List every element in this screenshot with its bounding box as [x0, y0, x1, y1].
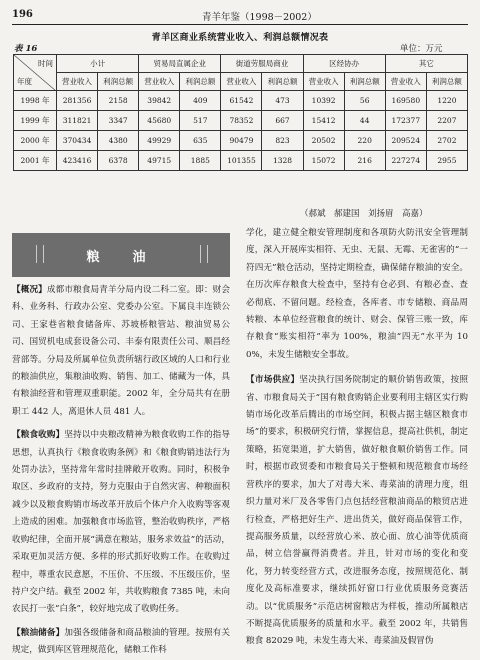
value-cell: 78352 [221, 111, 262, 131]
value-cell: 1220 [426, 91, 467, 111]
revenue-profit-table [13, 54, 468, 171]
group-header: 贸易局直属企业 [139, 55, 221, 73]
value-cell: 517 [180, 111, 221, 131]
overview-tag: 【概况】 [12, 285, 47, 295]
grain-purchase-text: 坚持以中央粮改精神为粮食收购工作的指导思想，认真执行《粮食收购条例》和《粮食购销违法行为处罚办法》，坚持常年常时挂牌敞开收购。同时，积极争取区、乡政府的支持，努力克服由于自然灾害、种粮面积减少以及粮食购销市场改革开放后个体户介入收购等客观上造成的困难。加强粮食市场监管，整治收购秩序，严格收购纪律，全面开展“满意在粮站，服务求效益”的活动，采取更加灵活方便、多样的形式抓好收购工作。在收购过程中，尊重农民意愿，不压价、不压级、不压级压价，坚持户交户结。截至 2002 年，共收购粮食 7385 吨，未向农民打一张“白条”，较好地完成了收购任务。 [12, 430, 230, 615]
value-cell: 409 [180, 91, 221, 111]
value-cell: 101355 [221, 151, 262, 171]
grain-storage-tag: 【粮油储备】 [12, 627, 65, 638]
value-cell: 3347 [98, 111, 139, 131]
value-cell: 311821 [57, 111, 98, 131]
overview-text: 成都市粮食局青羊分局内设二科二室。即：财会科、业务科、行政办公室、党委办公室。下属良丰连锁公司、王家巷省粮食储备库、苏坡桥粮管站、粮油贸易公司、国贸机电成套设备公司、丰泰有限责任公司、顺昌经营部等。分局及所属单位负责所辖行政区域的人口和行业的粮油供应，集粮油收购、销售、加工、储藏为一体，具有粮油经营和管理双重职能。2002 年，全分局共有在册职工 442 人，离退休人员 481 人。 [12, 285, 230, 417]
grain-purchase-tag: 【粮食收购】 [12, 430, 65, 441]
value-cell: 2207 [426, 111, 467, 131]
subheader-revenue: 营业收入 [385, 73, 426, 91]
value-cell: 370434 [57, 131, 98, 151]
subheader-profit: 利润总额 [180, 73, 221, 91]
value-cell: 220 [344, 131, 385, 151]
value-cell: 39842 [139, 91, 180, 111]
value-cell: 49715 [139, 151, 180, 171]
value-cell: 172377 [385, 111, 426, 131]
value-cell: 61542 [221, 91, 262, 111]
paragraph-grain-storage [12, 625, 230, 660]
value-cell: 90479 [221, 131, 262, 151]
value-cell: 209524 [385, 131, 426, 151]
value-cell: 2702 [426, 131, 467, 151]
table-title: 青羊区商业系统营业收入、利润总额情况表 [151, 33, 329, 43]
paragraph-storage-continued: 学化，建立健全粮安管理制度和各项防火防汛安全管理制度，深入开展库实相符、无虫、无鼠、无霉、无雀害的“一符四无”粮仓活动，坚持定期检查，确保储存粮油的安全。在历次库存粮食大检查中，坚持有仓必到、有粮必查、查必彻底、不留问题。经检查，各库者、市专储粮、商品周转粮、本单位经营粮食的统计、财会、保管三账一致，库存粮食“账实相符”率为 100%，粮油“四无”水平为 100%，未发生储粮安全事故。 [246, 228, 468, 360]
section-title: 粮 油 [86, 250, 156, 265]
value-cell: 823 [262, 131, 303, 151]
corner-top-label: 时间 [38, 59, 53, 68]
page-number: 196 [12, 9, 33, 20]
value-cell: 15412 [303, 111, 344, 131]
value-cell: 45680 [139, 111, 180, 131]
value-cell: 1328 [262, 151, 303, 171]
value-cell: 20502 [303, 131, 344, 151]
year-cell: 2001 年 [14, 151, 57, 171]
page-header [12, 8, 468, 25]
corner-bottom-label: 年度 [17, 77, 32, 86]
value-cell: 227274 [385, 151, 426, 171]
subheader-revenue: 营业收入 [57, 73, 98, 91]
value-cell: 667 [262, 111, 303, 131]
value-cell: 169580 [385, 91, 426, 111]
value-cell: 1885 [180, 151, 221, 171]
subheader-profit: 利润总额 [262, 73, 303, 91]
table-row [14, 111, 468, 131]
paragraph-grain-purchase [12, 427, 230, 618]
table-row [14, 151, 468, 171]
year-cell: 1999 年 [14, 111, 57, 131]
value-cell: 473 [262, 91, 303, 111]
year-cell: 1998 年 [14, 91, 57, 111]
year-cell: 2000 年 [14, 131, 57, 151]
value-cell: 44 [344, 111, 385, 131]
subheader-revenue: 营业收入 [221, 73, 262, 91]
subheader-revenue: 营业收入 [303, 73, 344, 91]
value-cell: 2158 [98, 91, 139, 111]
value-cell: 2955 [426, 151, 467, 171]
value-cell: 49929 [139, 131, 180, 151]
value-cell: 4380 [98, 131, 139, 151]
value-cell: 635 [180, 131, 221, 151]
market-supply-tag: 【市场供应】 [246, 375, 300, 386]
table-number: 表 16 [14, 44, 38, 54]
group-header: 小计 [57, 55, 139, 73]
group-header: 街道劳服局商业 [221, 55, 303, 73]
table-row [14, 131, 468, 151]
editor-credit: （郝斌 郝建国 刘扬眉 高嘉） [300, 209, 428, 219]
table-row [14, 91, 468, 111]
section-banner [12, 233, 230, 277]
subheader-profit: 利润总额 [426, 73, 467, 91]
value-cell: 56 [344, 91, 385, 111]
grain-storage-text: 加强各级储备和商品粮油的管理。按照有关规定，做到库区管理规范化，储粮工作科 [12, 627, 230, 656]
left-column [12, 282, 230, 660]
market-supply-text: 坚决执行国务院制定的顺价销售政策，按照省、市粮食局关于“国有粮食购销企业要利用主辖区实行购销市场化改革后腾出的市场空间，积极占据主辖区粮食市场”的要求，积极研究行情，掌握信息，提高社供机，制定策略，拓宽渠道，扩大销售，做好粮食顺价销售工作。同时，根据市政贸委和市粮食局关于整顿和规范粮食市场经营秩序的要求，加大了对毒大米、毒菜油的清理力度，组织力量对米厂及各零售门点包括经营粮油商品的粮贸店进行检查，严格把好生产、进出货关，做好商品保管工作，提高服务质量，以经营放心米、放心面、放心油等优质商品，树立信誉赢得消费者。并且，针对市场的变化和变化，努力转变经营方式，改进服务态度，按照规范化、制度化及高标准要求，继续抓好窗口行业优质服务竞赛活动。以“优质服务”示范店树窗粮店为样板，推动所属粮店不断提高优质服务的质量和水平。截至 2002 年，共销售粮食 82029 吨，未发生毒大米、毒菜油及假冒伪 [246, 375, 468, 647]
paragraph-market-supply [246, 372, 468, 651]
table-unit: 单位：万元 [400, 44, 443, 54]
running-title: 青羊年鉴（1998－2002） [202, 12, 317, 23]
value-cell: 10392 [303, 91, 344, 111]
value-cell: 281356 [57, 91, 98, 111]
right-column [246, 225, 468, 651]
value-cell: 15072 [303, 151, 344, 171]
subheader-profit: 利润总额 [344, 73, 385, 91]
subheader-revenue: 营业收入 [139, 73, 180, 91]
subheader-profit: 利润总额 [98, 73, 139, 91]
value-cell: 6378 [98, 151, 139, 171]
table-corner-cell [14, 55, 57, 91]
paragraph-overview [12, 282, 230, 421]
group-header: 其它 [385, 55, 467, 73]
value-cell: 423416 [57, 151, 98, 171]
value-cell: 216 [344, 151, 385, 171]
group-header: 区经协办 [303, 55, 385, 73]
